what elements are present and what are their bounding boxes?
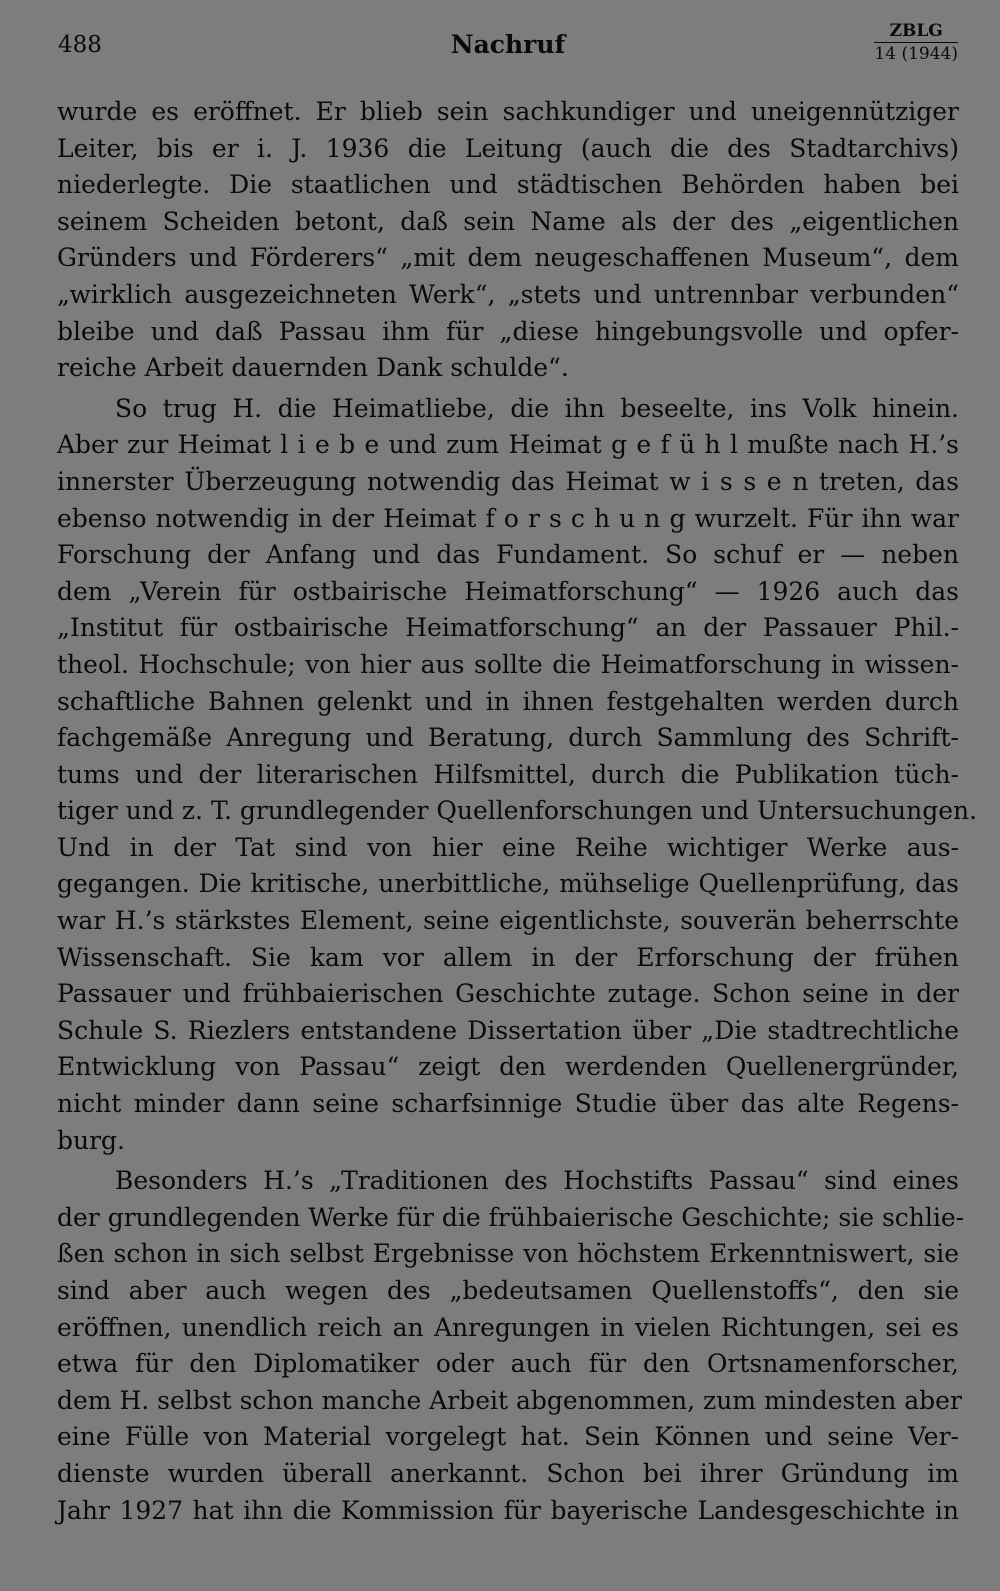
text-line: Besonders H.’s „Traditionen des Hochstifts Passau“ sind eines (115, 1166, 959, 1196)
text-line: schaftliche Bahnen gelenkt und in ihnen festgehalten werden durch (57, 686, 959, 716)
page-header (58, 21, 958, 78)
text-line: gegangen. Die kritische, unerbittliche, mühselige Quellenprüfung, das (57, 869, 959, 899)
text-line: tiger und z. T. grundlegender Quellenforschungen und Untersuchungen. (57, 796, 978, 826)
text-line: war H.’s stärkstes Element, seine eigentlichste, souverän beherrschte (57, 906, 959, 936)
text-line: nicht minder dann seine scharfsinnige Studie über das alte Regens- (57, 1089, 959, 1119)
text-line: Entwicklung von Passau“ zeigt den werdenden Quellenergründer, (57, 1052, 959, 1082)
text-line: niederlegte. Die staatlichen und städtischen Behörden haben bei (57, 170, 959, 200)
text-line: Jahr 1927 hat ihn die Kommission für bayerische Landesgeschichte in (57, 1495, 959, 1525)
paragraph-3 (57, 1163, 965, 1529)
journal-reference (874, 22, 958, 64)
text-line: dienste wurden überall anerkannt. Schon bei ihrer Gründung im (57, 1458, 959, 1488)
text-line: Aber zur Heimat l i e b e und zum Heimat g e f ü h l mußte nach H.’s (57, 430, 959, 460)
text-line: Schule S. Riezlers entstandene Dissertation über „Die stadtrechtliche (57, 1015, 959, 1045)
text-line: seinem Scheiden betont, daß sein Name als der des „eigentlichen (57, 206, 959, 236)
text-line: burg. (57, 1125, 126, 1155)
text-line: Und in der Tat sind von hier eine Reihe wichtiger Werke aus- (57, 832, 959, 862)
text-line: „Institut für ostbairische Heimatforschung“ an der Passauer Phil.- (57, 613, 959, 643)
text-line: innerster Überzeugung notwendig das Heimat w i s s e n treten, das (57, 466, 959, 496)
paragraph-2 (57, 391, 978, 1159)
text-line: fachgemäße Anregung und Beratung, durch Sammlung des Schrift- (57, 723, 959, 753)
text-line: Leiter, bis er i. J. 1936 die Leitung (auch die des Stadtarchivs) (57, 133, 959, 163)
page-number: 488 (58, 32, 102, 58)
text-line: Gründers und Förderers“ „mit dem neugeschaffenen Museum“, dem (57, 243, 959, 273)
journal-volume: 14 (1944) (874, 44, 958, 64)
text-line: etwa für den Diplomatiker oder auch für den Ortsnamenforscher, (57, 1349, 959, 1379)
text-line: Passauer und frühbaierischen Geschichte zutage. Schon seine in der (57, 979, 959, 1009)
body-text (57, 94, 978, 1529)
text-line: „wirklich ausgezeichneten Werk“, „stets und untrennbar verbunden“ (57, 279, 959, 309)
text-line: bleibe und daß Passau ihm für „diese hingebungsvolle und opfer- (57, 316, 959, 346)
text-line: ßen schon in sich selbst Ergebnisse von höchstem Erkenntniswert, sie (57, 1239, 959, 1269)
text-line: der grundlegenden Werke für die frühbaierische Geschichte; sie schlie- (57, 1202, 965, 1232)
text-line: dem H. selbst schon manche Arbeit abgenommen, zum mindesten aber (57, 1385, 962, 1415)
text-line: Forschung der Anfang und das Fundament. So schuf er — neben (57, 540, 959, 570)
text-line: eröffnen, unendlich reich an Anregungen in vielen Richtungen, sei es (57, 1312, 959, 1342)
text-line: wurde es eröffnet. Er blieb sein sachkundiger und uneigennütziger (57, 97, 959, 126)
paragraph-1 (57, 94, 959, 387)
text-line: ebenso notwendig in der Heimat f o r s c h u n g wurzelt. Für ihn war (57, 503, 959, 533)
text-line: reiche Arbeit dauernden Dank schulde“. (57, 353, 569, 383)
text-line: Wissenschaft. Sie kam vor allem in der Erforschung der frühen (57, 942, 959, 972)
text-line: theol. Hochschule; von hier aus sollte die Heimatforschung in wissen- (57, 649, 959, 679)
text-line: So trug H. die Heimatliebe, die ihn beseelte, ins Volk hinein. (115, 393, 959, 423)
text-line: dem „Verein für ostbairische Heimatforschung“ — 1926 auch das (57, 576, 959, 606)
running-title: Nachruf (450, 30, 566, 59)
journal-abbreviation: ZBLG (874, 22, 958, 43)
text-line: eine Fülle von Material vorgelegt hat. Sein Können und seine Ver- (57, 1422, 959, 1452)
text-line: tums und der literarischen Hilfsmittel, durch die Publikation tüch- (57, 759, 959, 789)
text-line: sind aber auch wegen des „bedeutsamen Quellenstoffs“, den sie (57, 1276, 959, 1305)
